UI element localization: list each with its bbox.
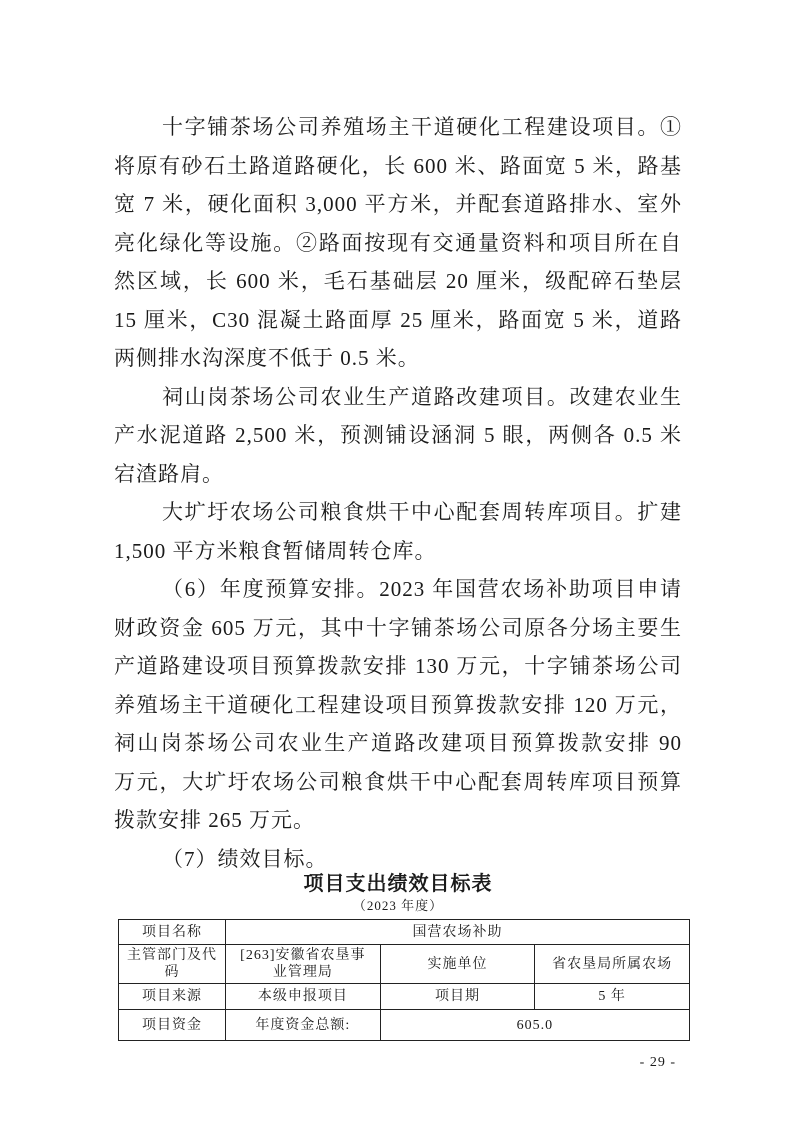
body-line: 宕渣路肩。 (114, 461, 224, 486)
project-source-value: 本级申报项目 (226, 984, 381, 1010)
body-line: 产水泥道路 2,500 米，预测铺设涵洞 5 眼，两侧各 0.5 米 (114, 423, 682, 447)
body-line: 财政资金 605 万元，其中十字铺茶场公司原各分场主要生 (114, 615, 682, 640)
paragraph (114, 493, 682, 570)
paragraph (114, 570, 682, 840)
body-line: 1,500 平方米粮食暂储周转仓库。 (114, 538, 437, 563)
body-line: 将原有砂石土路道路硬化，长 600 米、路面宽 5 米，路基 (114, 153, 682, 178)
project-name-label: 项目名称 (119, 920, 226, 945)
body-line: 产道路建设项目预算拨款安排 130 万元，十字铺茶场公司 (114, 654, 682, 678)
table-row (119, 945, 690, 984)
project-period-label: 项目期 (380, 984, 535, 1010)
department-code-value: [263]安徽省农垦事业管理局 (226, 945, 381, 984)
body-line: 大圹圩农场公司粮食烘干中心配套周转库项目。扩建 (162, 500, 682, 524)
body-line: 祠山岗茶场公司农业生产道路改建项目预算拨款安排 90 (114, 731, 682, 755)
body-text (114, 108, 682, 878)
performance-table-subtitle: （2023 年度） (352, 898, 444, 913)
project-period-value: 5 年 (535, 984, 690, 1010)
body-line: 然区域，长 600 米，毛石基础层 20 厘米，级配碎石垫层 (114, 269, 682, 293)
body-line: 养殖场主干道硬化工程建设项目预算拨款安排 120 万元， (114, 692, 682, 717)
implementing-unit-value: 省农垦局所属农场 (535, 945, 690, 984)
body-line: （6）年度预算安排。2023 年国营农场补助项目申请 (162, 577, 682, 601)
project-funds-label: 项目资金 (119, 1010, 226, 1041)
body-line: 两侧排水沟深度不低于 0.5 米。 (114, 346, 420, 370)
annual-total-amount: 605.0 (380, 1010, 689, 1041)
table-row (119, 920, 690, 945)
body-line: 拨款安排 265 万元。 (114, 808, 315, 832)
body-line: 15 厘米，C30 混凝土路面厚 25 厘米，路面宽 5 米，道路 (114, 307, 682, 332)
paragraph (114, 378, 682, 494)
table-row (119, 984, 690, 1010)
table-row (119, 1010, 690, 1041)
body-line: （7）绩效目标。 (162, 846, 328, 871)
project-source-label: 项目来源 (119, 984, 226, 1010)
body-line: 宽 7 米，硬化面积 3,000 平方米，并配套道路排水、室外 (114, 192, 682, 216)
body-line: 亮化绿化等设施。②路面按现有交通量资料和项目所在自 (114, 230, 682, 255)
annual-total-label: 年度资金总额: (226, 1010, 381, 1041)
project-name-value: 国营农场补助 (226, 920, 690, 945)
body-line: 十字铺茶场公司养殖场主干道硬化工程建设项目。① (162, 115, 682, 139)
page-number: - 29 - (639, 1055, 676, 1070)
paragraph (114, 108, 682, 378)
performance-target-table (118, 919, 690, 1041)
body-line: 祠山岗茶场公司农业生产道路改建项目。改建农业生 (162, 384, 682, 409)
implementing-unit-label: 实施单位 (380, 945, 535, 984)
department-code-label: 主管部门及代码 (119, 945, 226, 984)
performance-table-title: 项目支出绩效目标表 (303, 873, 493, 895)
body-line: 万元，大圹圩农场公司粮食烘干中心配套周转库项目预算 (114, 769, 682, 794)
